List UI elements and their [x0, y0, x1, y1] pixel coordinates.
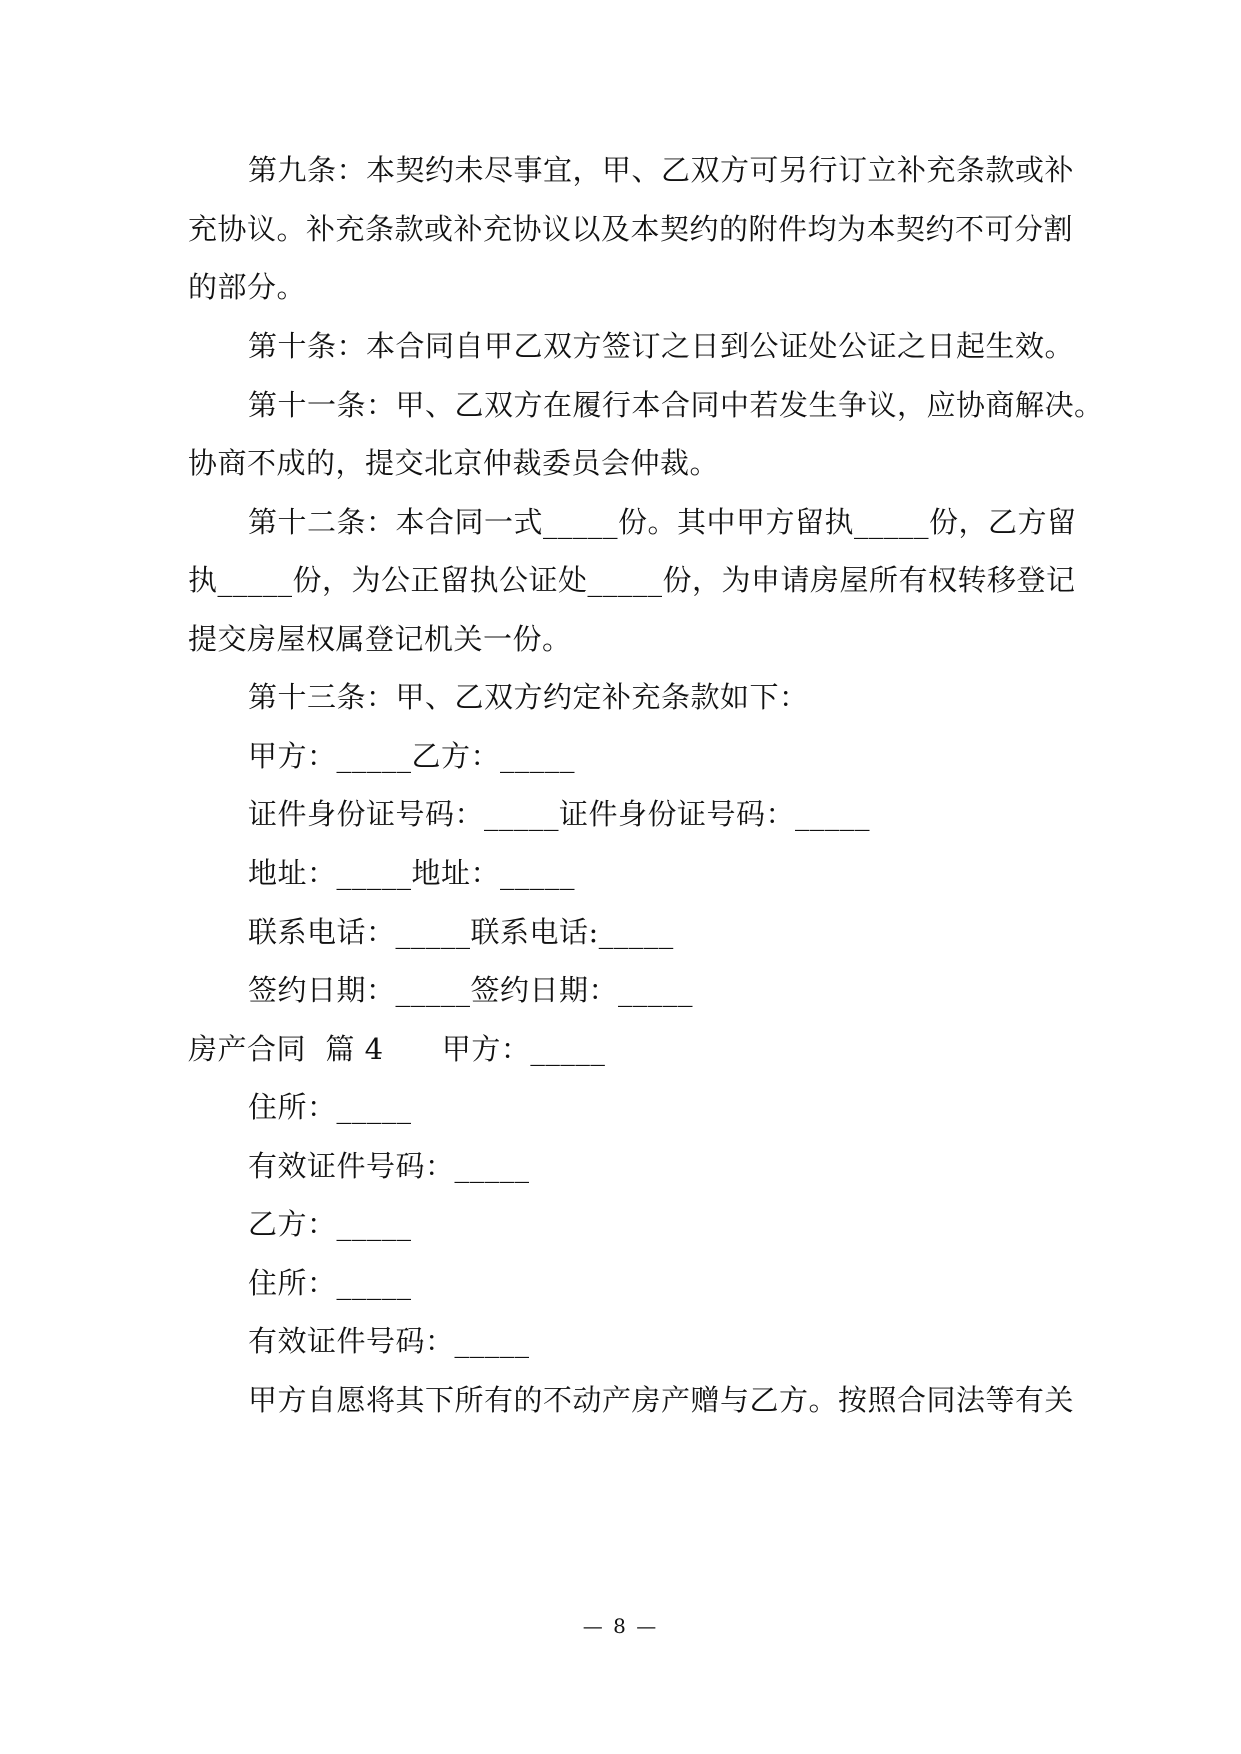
text-line: 住所：_____ [248, 1090, 412, 1124]
text-line: 第九条：本契约未尽事宜，甲、乙双方可另行订立补充条款或补 [248, 153, 1075, 187]
text-line: 执_____份，为公正留执公证处_____份，为申请房屋所有权转移登记 [188, 563, 1076, 597]
text-line: 乙方：_____ [248, 1207, 412, 1241]
text-line: 第十一条：甲、乙双方在履行本合同中若发生争议，应协商解决。 [248, 388, 1104, 422]
text-line: 第十三条：甲、乙双方约定补充条款如下： [248, 680, 809, 714]
text-line: 甲方：_____乙方：_____ [248, 739, 576, 773]
text-line: 有效证件号码：_____ [248, 1324, 530, 1358]
text-line: 地址：_____地址：_____ [248, 856, 576, 890]
text-line: 证件身份证号码：_____证件身份证号码：_____ [248, 797, 871, 831]
text-line: 联系电话：_____联系电话:_____ [248, 915, 674, 949]
section-heading: 房产合同 篇 4 甲方：_____ [188, 1032, 606, 1066]
text-line: 住所：_____ [248, 1266, 412, 1300]
text-line: 提交房屋权属登记机关一份。 [188, 622, 572, 656]
text-line: 有效证件号码：_____ [248, 1149, 530, 1183]
text-line: 的部分。 [188, 270, 307, 304]
text-line: 甲方自愿将其下所有的不动产房产赠与乙方。按照合同法等有关 [248, 1383, 1075, 1417]
text-line: 协商不成的，提交北京仲裁委员会仲裁。 [188, 446, 720, 480]
text-line: 充协议。补充条款或补充协议以及本契约的附件均为本契约不可分割 [188, 212, 1074, 246]
text-line: 第十条：本合同自甲乙双方签订之日到公证处公证之日起生效。 [248, 329, 1075, 363]
text-line: 第十二条：本合同一式_____份。其中甲方留执_____份，乙方留 [248, 505, 1077, 539]
page-number: — 8 — [582, 1614, 659, 1638]
text-line: 签约日期：_____签约日期：_____ [248, 973, 694, 1007]
